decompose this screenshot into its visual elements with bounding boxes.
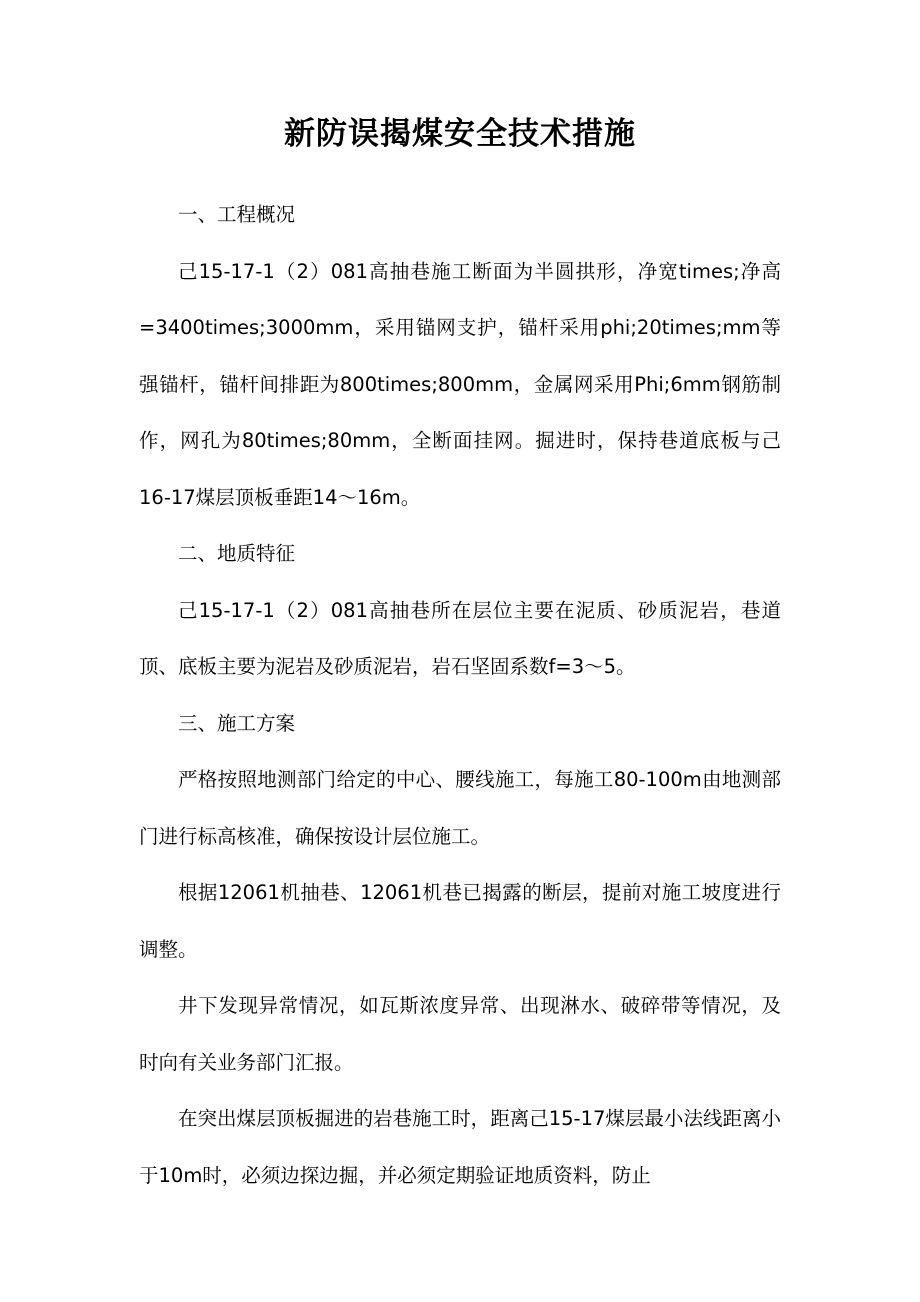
paragraph-project-overview: 己15-17-1（2）081高抽巷施工断面为半圆拱形，净宽times;净高=3400times;3000mm，采用锚网支护，锚杆采用phi;20times;mm等强锚杆，锚杆间排距为800times;800mm，金属网采用Phi;6mm钢筋制作，网孔为80times;80mm，全断面挂网。掘进时，保持巷道底板与己16-17煤层顶板垂距14～16m。 — [139, 259, 781, 509]
section-heading-project-overview: 一、工程概况 — [178, 203, 296, 226]
paragraph-plan-2: 根据12061机抽巷、12061机巷已揭露的断层，提前对施工坡度进行调整。 — [139, 881, 781, 961]
paragraph-geology: 己15-17-1（2）081高抽巷所在层位主要在泥质、砂质泥岩，巷道顶、底板主要为泥岩及砂质泥岩，岩石坚固系数f=3～5。 — [139, 598, 781, 678]
document-title: 新防误揭煤安全技术措施 — [284, 116, 636, 152]
document-body — [139, 187, 781, 1204]
section-heading-construction-plan: 三、施工方案 — [178, 711, 296, 735]
paragraph-plan-1: 严格按照地测部门给定的中心、腰线施工，每施工80-100m由地测部门进行标高核准，确保按设计层位施工。 — [139, 768, 781, 848]
paragraph-plan-3: 井下发现异常情况，如瓦斯浓度异常、出现淋水、破碎带等情况，及时向有关业务部门汇报。 — [139, 994, 781, 1074]
section-heading-geology: 二、地质特征 — [178, 542, 296, 565]
paragraph-plan-4: 在突出煤层顶板掘进的岩巷施工时，距离己15-17煤层最小法线距离小于10m时，必须边探边掘，并必须定期验证地质资料，防止 — [139, 1107, 781, 1187]
